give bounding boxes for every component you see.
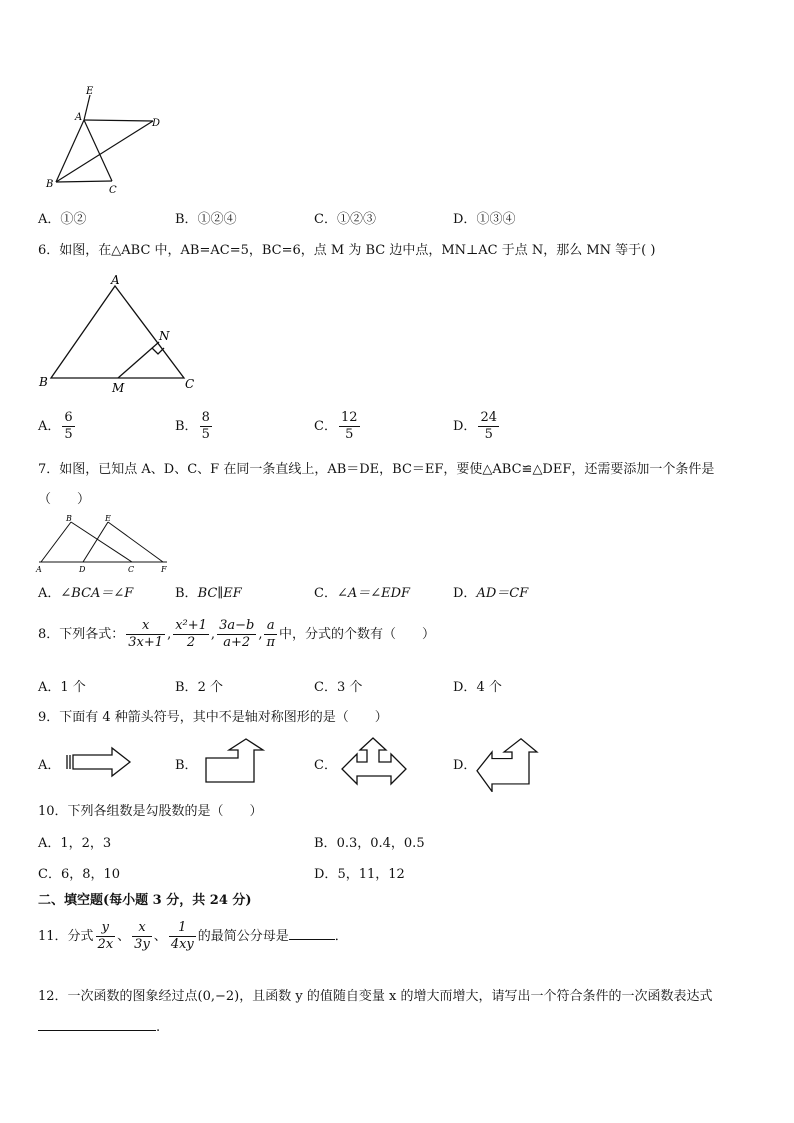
label-D: D [152, 118, 161, 129]
q6-stem: 6．如图，在△ABC 中，AB=AC=5，BC=6，点 M 为 BC 边中点，MN⊥AC 于点 N，那么 MN 等于( ) [38, 243, 656, 258]
label-E: E [105, 514, 111, 523]
triple-arrow-icon[interactable] [338, 736, 410, 786]
q6-option-a[interactable]: A． $\frac{6}{5}$ [38, 410, 73, 442]
q7-figure [35, 512, 175, 574]
q8-fraction-1: $\frac{x}{3x+1}$ [128, 618, 164, 650]
q12-stem: 12．一次函数的图象经过点(0,−2)，且函数 y 的值随自变量 x 的增大而增大，请写出一个符合条件的一次函数表达式 [38, 989, 713, 1004]
q8-option-c[interactable]: C．3 个 [314, 680, 363, 695]
q12-answer-line: . [38, 1018, 160, 1035]
q11-fraction-3: $\frac{1}{4xy}$ [170, 920, 194, 952]
q11-stem: 11．分式 $\frac{y}{2x}$ 、 $\frac{x}{3y}$ 、 $\frac{1}{4xy}$ 的最简公分母是 ． [38, 920, 348, 952]
label-N: N [159, 329, 170, 343]
q7-stem-line2: （ ） [38, 492, 91, 507]
q6-option-c[interactable]: C． $\frac{12}{5}$ [314, 410, 358, 442]
q8-fraction-4: $\frac{a}{\pi}$ [266, 618, 275, 650]
q9-option-d-label[interactable]: D． [453, 758, 477, 773]
q11-fraction-1: $\frac{y}{2x}$ [97, 920, 114, 952]
q7-option-b[interactable]: B．BC∥EF [175, 586, 242, 601]
section-title: 二、填空题(每小题 3 分，共 24 分) [38, 893, 252, 908]
q8-option-b[interactable]: B．2 个 [175, 680, 223, 695]
arrow-right-icon[interactable] [64, 744, 134, 780]
q5-option-b[interactable]: B．①②④ [175, 212, 237, 227]
q8-fraction-3: $\frac{3a-b}{a+2}$ [219, 618, 255, 650]
q10-option-b[interactable]: B．0.3，0.4，0.5 [314, 836, 425, 851]
label-B: B [46, 179, 54, 190]
q8-option-a[interactable]: A．1 个 [38, 680, 86, 695]
q7-option-a[interactable]: A．∠BCA＝∠F [38, 586, 134, 601]
q5-option-c[interactable]: C．①②③ [314, 212, 376, 227]
label-C: C [185, 377, 195, 391]
q12-answer-blank[interactable] [38, 1018, 156, 1031]
label-M: M [112, 381, 125, 395]
bent-arrow-left-up-icon[interactable] [474, 736, 540, 792]
q11-fraction-2: $\frac{x}{3y}$ [134, 920, 150, 952]
label-F: F [161, 565, 167, 574]
label-C: C [128, 565, 135, 574]
q10-option-a[interactable]: A．1，2，3 [38, 836, 112, 851]
q8-stem: 8．下列各式： $\frac{x}{3x+1}$ , $\frac{\text{x²+1}}{2}$ , $\frac{3a-b}{a+2}$ , $\frac{a}{\pi}$ 中，分式的个数有（ ） [38, 618, 436, 650]
q7-option-d[interactable]: D．AD＝CF [453, 586, 529, 601]
label-C: C [109, 185, 117, 196]
label-D: D [79, 565, 86, 574]
q11-answer-blank[interactable] [289, 927, 335, 940]
q8-option-d[interactable]: D．4 个 [453, 680, 502, 695]
q8-fraction-2: $\frac{\text{x²+1}}{2}$ [175, 618, 207, 650]
q5-option-a[interactable]: A．①② [38, 212, 87, 227]
label-B: B [66, 514, 72, 523]
q10-option-c[interactable]: C．6，8，10 [38, 867, 121, 882]
label-A: A [111, 274, 120, 287]
q6-option-d[interactable]: D． $\frac{24}{5}$ [453, 410, 497, 442]
q9-stem: 9．下面有 4 种箭头符号，其中不是轴对称图形的是（ ） [38, 710, 388, 725]
q9-option-b-label[interactable]: B． [175, 758, 198, 773]
q10-option-d[interactable]: D．5，11，12 [314, 867, 405, 882]
label-E: E [86, 86, 94, 97]
q5-option-d[interactable]: D．①③④ [453, 212, 516, 227]
label-A: A [75, 112, 83, 123]
q9-option-a-label[interactable]: A． [38, 758, 61, 773]
q6-option-b[interactable]: B． $\frac{8}{5}$ [175, 410, 210, 442]
q9-option-c-label[interactable]: C． [314, 758, 337, 773]
q7-option-c[interactable]: C．∠A＝∠EDF [314, 586, 411, 601]
q7-stem-line1: 7．如图，已知点 A、D、C、F 在同一条直线上，AB＝DE，BC＝EF，要使△ABC≌△DEF，还需要添加一个条件是 [38, 462, 715, 477]
q5-figure [38, 84, 173, 196]
label-A: A [36, 565, 42, 574]
q6-figure [35, 274, 205, 396]
bent-arrow-up-icon[interactable] [202, 736, 268, 786]
label-B: B [39, 375, 48, 389]
q10-stem: 10．下列各组数是勾股数的是（ ） [38, 804, 263, 819]
